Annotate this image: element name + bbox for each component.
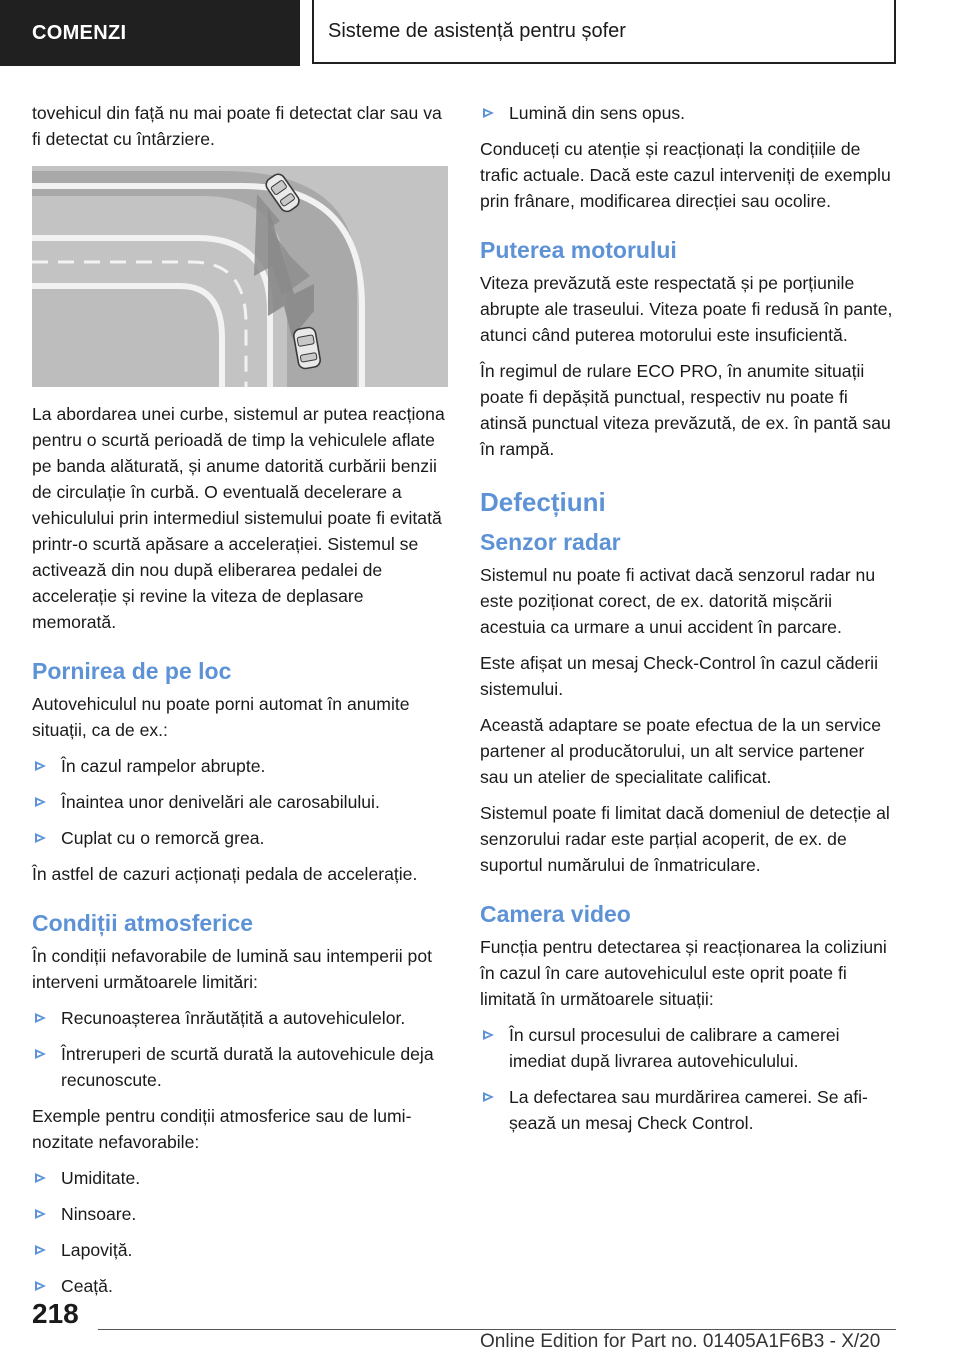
list-item: Recunoașterea înrăutățită a autovehiculelor. bbox=[32, 1005, 448, 1031]
camera-list bbox=[480, 1022, 896, 1136]
triangle-bullet-icon bbox=[35, 1013, 46, 1023]
list-item: Ninsoare. bbox=[32, 1201, 448, 1227]
intro-paragraph: tovehicul din față nu mai poate fi detectat clar sau va fi detectat cu întârziere. bbox=[32, 103, 442, 149]
weather-limitations-list bbox=[32, 1005, 448, 1093]
footer-divider bbox=[98, 1329, 896, 1330]
triangle-bullet-icon bbox=[483, 1092, 494, 1102]
radar-paragraph-4: Sistemul poate fi limitat dacă domeniul de detecție al senzorului radar este parțial acoperit, de ex. de suportul numărului de înmatriculare. bbox=[480, 803, 890, 875]
list-item: La defectarea sau murdărirea camerei. Se afișează un mesaj Check Control. bbox=[480, 1084, 896, 1136]
curve-paragraph: La abordarea unei curbe, sistemul ar putea reacționa pentru o scurtă perioadă de timp la vehiculele aflate pe banda alăturată, și anume datorită curbării benzii de circulație în curbă. O eventuală decelerare a vehiculului prin intermediul sistemului poate fi evitată printr-o scurtă apăsare a accelerației. Sistemul se activează din nou după eliberarea pedalei de accelerație și revine la viteza de deplasare memorată. bbox=[32, 404, 445, 632]
triangle-bullet-icon bbox=[35, 833, 46, 843]
engine-paragraph-1: Viteza prevăzută este respectată și pe porțiunile abrupte ale traseului. Viteza poate fi redusă în pante, atunci când puterea motorului este insuficientă. bbox=[480, 273, 893, 345]
triangle-bullet-icon bbox=[483, 1030, 494, 1040]
right-column bbox=[480, 100, 896, 1146]
triangle-bullet-icon bbox=[35, 1049, 46, 1059]
start-list bbox=[32, 753, 448, 851]
list-item: În cazul rampelor abrupte. bbox=[32, 753, 448, 779]
triangle-bullet-icon bbox=[35, 797, 46, 807]
section-title-start: Pornirea de pe loc bbox=[32, 658, 232, 684]
list-item: Umiditate. bbox=[32, 1165, 448, 1191]
list-item: Lapoviță. bbox=[32, 1237, 448, 1263]
triangle-bullet-icon bbox=[35, 1209, 46, 1219]
glare-paragraph: Conduceți cu atenție și reacționați la condițiile de trafic actuale. Dacă este cazul interveniți de exemplu prin frânare, modificarea direcției sau ocolire. bbox=[480, 139, 891, 211]
radar-paragraph-3: Această adaptare se poate efectua de la un service partener al producătorului, un alt service partener sau un atelier de specialitate calificat. bbox=[480, 715, 882, 787]
list-item: Înaintea unor denivelări ale carosabilului. bbox=[32, 789, 448, 815]
weather-intro: În condiții nefavorabile de lumină sau intemperii pot interveni următoarele limitări: bbox=[32, 946, 433, 992]
section-title-weather: Condiții atmosferice bbox=[32, 910, 254, 936]
header-section bbox=[0, 0, 300, 66]
list-item: Ceață. bbox=[32, 1273, 448, 1299]
section-title-faults: Defecțiuni bbox=[480, 487, 606, 517]
triangle-bullet-icon bbox=[483, 108, 494, 118]
camera-intro: Funcția pentru detectarea și reacționarea la coliziuni în cazul în care autovehiculul este oprit poate fi limitată în următoarele situații: bbox=[480, 937, 887, 1009]
left-column bbox=[32, 100, 448, 1309]
glare-list bbox=[480, 100, 896, 126]
page-number: 218 bbox=[32, 1298, 79, 1329]
list-item: Lumină din sens opus. bbox=[480, 100, 896, 126]
section-title-camera: Camera video bbox=[480, 901, 631, 927]
triangle-bullet-icon bbox=[35, 761, 46, 771]
list-item: Cuplat cu o remorcă grea. bbox=[32, 825, 448, 851]
header-chapter-label: Sisteme de asistență pentru șofer bbox=[328, 19, 626, 42]
header-section-label: COMENZI bbox=[32, 21, 127, 44]
triangle-bullet-icon bbox=[35, 1281, 46, 1291]
start-outro: În astfel de cazuri acționați pedala de accelerație. bbox=[32, 864, 418, 884]
triangle-bullet-icon bbox=[35, 1245, 46, 1255]
start-intro: Autovehiculul nu poate porni automat în anumite situații, ca de ex.: bbox=[32, 694, 410, 740]
weather-examples-list bbox=[32, 1165, 448, 1299]
radar-paragraph-1: Sistemul nu poate fi activat dacă senzorul radar nu este poziționat corect, de ex. datorită mișcării acestuia ca urmare a unui accident în parcare. bbox=[480, 565, 876, 637]
header-chapter bbox=[312, 0, 896, 64]
triangle-bullet-icon bbox=[35, 1173, 46, 1183]
list-item: Întreruperi de scurtă durată la autovehicule deja recunoscute. bbox=[32, 1041, 448, 1093]
list-item: În cursul procesului de calibrare a camerei imediat după livrarea autovehiculului. bbox=[480, 1022, 896, 1074]
section-title-radar: Senzor radar bbox=[480, 529, 621, 555]
footer-edition: Online Edition for Part no. 01405A1F6B3 - X/20 bbox=[480, 1331, 881, 1352]
section-title-engine: Puterea motorului bbox=[480, 237, 677, 263]
curve-illustration bbox=[32, 166, 448, 387]
radar-paragraph-2: Este afișat un mesaj Check-Control în cazul căderii sistemului. bbox=[480, 653, 878, 699]
weather-examples: Exemple pentru condiții atmosferice sau de luminozitate nefavorabile: bbox=[32, 1106, 412, 1152]
engine-paragraph-2: În regimul de rulare ECO PRO, în anumite situații poate fi depășită punctual, respectiv nu poate fi atinsă punctual viteza prevăzută, de ex. în pantă sau în rampă. bbox=[480, 361, 891, 459]
